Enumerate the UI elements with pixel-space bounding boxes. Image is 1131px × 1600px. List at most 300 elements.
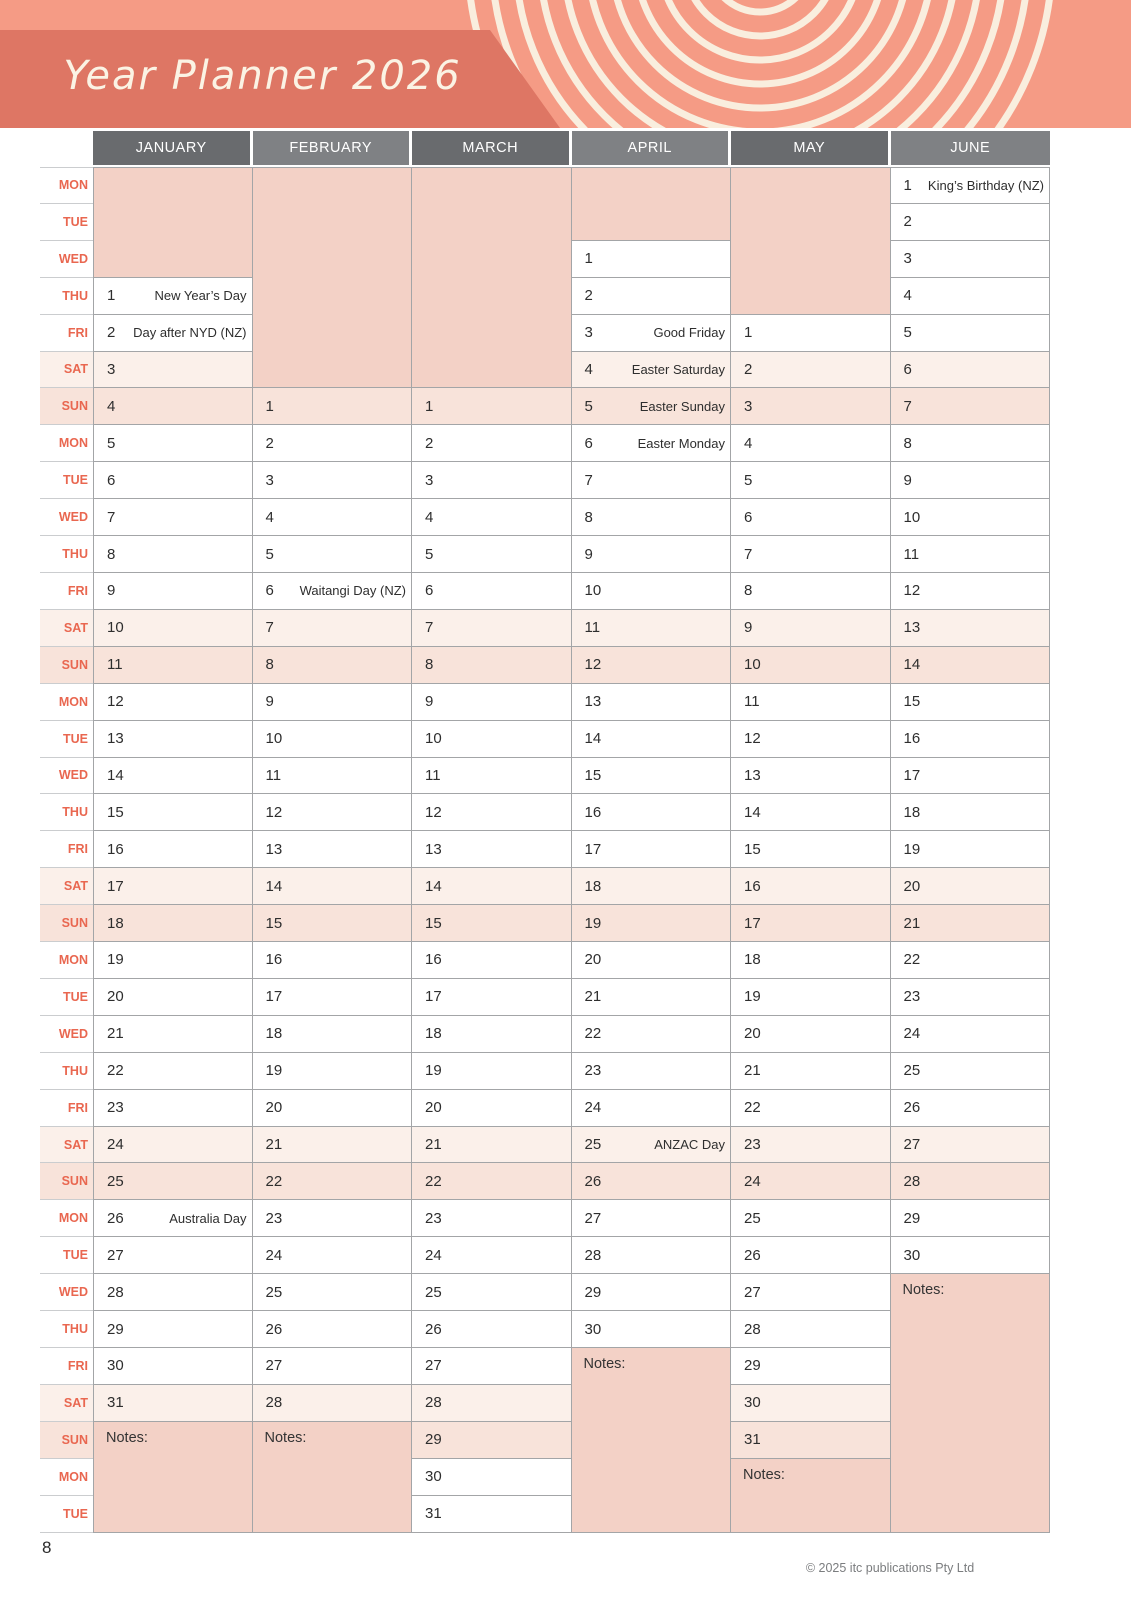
day-number: 8	[584, 508, 593, 526]
day-cell-june-15	[891, 684, 1051, 721]
day-label: FRI	[40, 573, 93, 610]
day-number: 20	[903, 877, 921, 895]
day-label: FRI	[40, 1348, 93, 1385]
day-cell-june-25	[891, 1053, 1051, 1090]
day-number: 29	[744, 1357, 761, 1375]
day-number: 16	[584, 803, 602, 821]
day-label: SUN	[40, 647, 93, 684]
day-cell-january-7	[93, 499, 253, 536]
day-number: 16	[107, 840, 124, 858]
day-cell-april-29	[572, 1274, 732, 1311]
day-number: 21	[107, 1025, 124, 1043]
day-number: 7	[744, 545, 753, 563]
day-cell-january-18	[93, 905, 253, 942]
day-label: WED	[40, 1016, 93, 1053]
holiday-label: Easter Monday	[637, 435, 725, 451]
empty-block-february	[253, 167, 413, 388]
day-cell-may-17	[731, 905, 891, 942]
day-label: WED	[40, 1274, 93, 1311]
day-cell-june-9	[891, 462, 1051, 499]
day-number: 2	[584, 287, 593, 305]
day-number: 24	[584, 1099, 602, 1117]
day-number: 12	[744, 730, 761, 748]
day-cell-january-13	[93, 721, 253, 758]
day-number: 23	[425, 1209, 442, 1227]
day-number: 5	[107, 434, 116, 452]
day-cell-june-24	[891, 1016, 1051, 1053]
day-cell-june-26	[891, 1090, 1051, 1127]
day-number: 22	[265, 1172, 283, 1190]
day-number: 24	[265, 1246, 283, 1264]
day-cell-may-27	[731, 1274, 891, 1311]
day-cell-may-9	[731, 610, 891, 647]
day-number: 6	[107, 471, 116, 489]
day-number: 15	[584, 766, 602, 784]
day-label: MON	[40, 167, 93, 204]
day-number: 12	[425, 803, 442, 821]
day-cell-may-23	[731, 1127, 891, 1164]
page-title: Year Planner 2026	[63, 53, 462, 99]
day-cell-may-26	[731, 1237, 891, 1274]
day-cell-june-11	[891, 536, 1051, 573]
day-cell-may-2	[731, 352, 891, 389]
day-cell-january-12	[93, 684, 253, 721]
day-number: 14	[744, 803, 761, 821]
day-cell-january-6	[93, 462, 253, 499]
day-cell-june-28	[891, 1163, 1051, 1200]
day-number: 7	[265, 619, 274, 637]
day-cell-february-26	[253, 1311, 413, 1348]
day-cell-march-1	[412, 388, 572, 425]
day-cell-january-31	[93, 1385, 253, 1422]
day-number: 18	[903, 803, 921, 821]
day-cell-march-17	[412, 979, 572, 1016]
day-number: 19	[425, 1062, 442, 1080]
day-cell-february-12	[253, 794, 413, 831]
day-number: 10	[744, 656, 761, 674]
day-cell-may-24	[731, 1163, 891, 1200]
day-cell-march-27	[412, 1348, 572, 1385]
day-cell-june-17	[891, 758, 1051, 795]
day-cell-march-9	[412, 684, 572, 721]
day-cell-june-19	[891, 831, 1051, 868]
day-label: MON	[40, 1459, 93, 1496]
day-number: 14	[107, 766, 124, 784]
day-cell-february-17	[253, 979, 413, 1016]
day-number: 5	[744, 471, 753, 489]
day-number: 25	[584, 1136, 602, 1154]
day-cell-january-2	[93, 315, 253, 352]
day-cell-march-18	[412, 1016, 572, 1053]
day-cell-may-16	[731, 868, 891, 905]
notes-block-january: Notes:	[93, 1422, 253, 1533]
day-label: TUE	[40, 204, 93, 241]
day-number: 23	[265, 1209, 283, 1227]
day-cell-april-23	[572, 1053, 732, 1090]
day-number: 5	[425, 545, 434, 563]
day-cell-april-25	[572, 1127, 732, 1164]
day-cell-may-6	[731, 499, 891, 536]
day-cell-may-3	[731, 388, 891, 425]
day-cell-february-5	[253, 536, 413, 573]
day-number: 22	[425, 1172, 442, 1190]
day-number: 27	[265, 1357, 283, 1375]
day-label: TUE	[40, 1496, 93, 1533]
day-cell-march-22	[412, 1163, 572, 1200]
day-label: WED	[40, 241, 93, 278]
day-cell-march-14	[412, 868, 572, 905]
day-number: 18	[584, 877, 602, 895]
day-cell-may-31	[731, 1422, 891, 1459]
day-cell-march-5	[412, 536, 572, 573]
day-number: 11	[584, 619, 601, 637]
day-label: SAT	[40, 610, 93, 647]
day-cell-june-30	[891, 1237, 1051, 1274]
day-number: 15	[265, 914, 283, 932]
day-cell-february-11	[253, 758, 413, 795]
day-number: 28	[425, 1394, 442, 1412]
day-cell-may-8	[731, 573, 891, 610]
day-number: 10	[425, 730, 442, 748]
day-number: 21	[425, 1136, 442, 1154]
day-cell-june-1	[891, 167, 1051, 204]
day-number: 28	[107, 1283, 124, 1301]
day-number: 18	[744, 951, 761, 969]
day-number: 25	[107, 1172, 124, 1190]
day-cell-june-23	[891, 979, 1051, 1016]
day-cell-january-8	[93, 536, 253, 573]
day-number: 13	[265, 840, 283, 858]
day-cell-march-13	[412, 831, 572, 868]
day-label: SUN	[40, 905, 93, 942]
day-label: TUE	[40, 1237, 93, 1274]
day-cell-february-23	[253, 1200, 413, 1237]
day-cell-april-9	[572, 536, 732, 573]
day-cell-april-20	[572, 942, 732, 979]
day-label: SAT	[40, 1385, 93, 1422]
day-cell-june-3	[891, 241, 1051, 278]
day-cell-january-21	[93, 1016, 253, 1053]
day-cell-january-24	[93, 1127, 253, 1164]
day-cell-february-16	[253, 942, 413, 979]
day-number: 25	[744, 1209, 761, 1227]
day-number: 11	[744, 693, 760, 711]
day-cell-may-1	[731, 315, 891, 352]
day-cell-january-15	[93, 794, 253, 831]
day-number: 1	[903, 176, 912, 194]
day-cell-january-1	[93, 278, 253, 315]
day-number: 3	[584, 324, 593, 342]
day-number: 29	[425, 1431, 442, 1449]
day-cell-june-29	[891, 1200, 1051, 1237]
day-cell-march-11	[412, 758, 572, 795]
day-number: 9	[425, 693, 434, 711]
day-number: 9	[903, 471, 912, 489]
day-cell-february-2	[253, 425, 413, 462]
day-number: 30	[425, 1468, 442, 1486]
day-cell-march-4	[412, 499, 572, 536]
day-cell-march-19	[412, 1053, 572, 1090]
day-number: 6	[903, 360, 912, 378]
day-number: 18	[265, 1025, 283, 1043]
day-cell-april-21	[572, 979, 732, 1016]
day-cell-april-10	[572, 573, 732, 610]
empty-block-january	[93, 167, 253, 278]
day-number: 21	[744, 1062, 761, 1080]
day-number: 21	[584, 988, 602, 1006]
day-number: 21	[903, 914, 921, 932]
day-cell-january-9	[93, 573, 253, 610]
day-cell-may-12	[731, 721, 891, 758]
day-cell-march-3	[412, 462, 572, 499]
day-cell-january-29	[93, 1311, 253, 1348]
day-cell-april-1	[572, 241, 732, 278]
day-number: 7	[425, 619, 434, 637]
day-number: 28	[265, 1394, 283, 1412]
day-number: 17	[107, 877, 124, 895]
day-number: 26	[425, 1320, 442, 1338]
notes-block-june: Notes:	[891, 1274, 1051, 1532]
day-cell-june-18	[891, 794, 1051, 831]
day-number: 4	[265, 508, 274, 526]
day-number: 16	[903, 730, 921, 748]
day-cell-february-14	[253, 868, 413, 905]
day-number: 13	[744, 766, 761, 784]
day-cell-march-6	[412, 573, 572, 610]
day-number: 2	[107, 324, 116, 342]
day-cell-may-20	[731, 1016, 891, 1053]
day-cell-june-6	[891, 352, 1051, 389]
day-number: 19	[584, 914, 602, 932]
day-number: 30	[107, 1357, 124, 1375]
day-cell-april-12	[572, 647, 732, 684]
day-cell-march-8	[412, 647, 572, 684]
day-cell-april-18	[572, 868, 732, 905]
empty-block-april	[572, 167, 732, 241]
day-number: 6	[744, 508, 753, 526]
day-cell-march-28	[412, 1385, 572, 1422]
day-cell-may-4	[731, 425, 891, 462]
day-number: 20	[744, 1025, 761, 1043]
day-cell-may-18	[731, 942, 891, 979]
day-cell-january-20	[93, 979, 253, 1016]
day-label: THU	[40, 278, 93, 315]
day-number: 30	[744, 1394, 761, 1412]
day-cell-february-6	[253, 573, 413, 610]
day-number: 28	[584, 1246, 602, 1264]
day-number: 8	[744, 582, 753, 600]
holiday-label: Easter Saturday	[631, 361, 725, 377]
day-label: TUE	[40, 721, 93, 758]
day-cell-june-27	[891, 1127, 1051, 1164]
month-header-february: FEBRUARY	[253, 131, 413, 167]
day-cell-may-11	[731, 684, 891, 721]
day-cell-may-21	[731, 1053, 891, 1090]
empty-block-march	[412, 167, 572, 388]
day-number: 4	[107, 397, 116, 415]
day-cell-may-30	[731, 1385, 891, 1422]
day-number: 25	[425, 1283, 442, 1301]
day-number: 4	[744, 434, 753, 452]
day-number: 3	[744, 397, 753, 415]
day-number: 24	[425, 1246, 442, 1264]
day-cell-january-17	[93, 868, 253, 905]
day-cell-may-10	[731, 647, 891, 684]
day-cell-february-20	[253, 1090, 413, 1127]
day-number: 15	[107, 803, 124, 821]
page-banner	[0, 0, 1131, 128]
day-number: 10	[107, 619, 124, 637]
day-number: 27	[744, 1283, 761, 1301]
day-number: 26	[265, 1320, 283, 1338]
day-cell-january-5	[93, 425, 253, 462]
day-number: 5	[903, 324, 912, 342]
day-cell-april-6	[572, 425, 732, 462]
day-number: 16	[425, 951, 442, 969]
day-cell-january-11	[93, 647, 253, 684]
day-cell-may-29	[731, 1348, 891, 1385]
day-number: 13	[107, 730, 124, 748]
day-number: 11	[265, 766, 282, 784]
day-number: 17	[425, 988, 442, 1006]
day-number: 9	[107, 582, 116, 600]
day-cell-february-1	[253, 388, 413, 425]
day-cell-may-28	[731, 1311, 891, 1348]
holiday-label: King’s Birthday (NZ)	[927, 177, 1044, 193]
day-number: 31	[425, 1505, 442, 1523]
day-label: FRI	[40, 315, 93, 352]
day-number: 12	[107, 693, 124, 711]
day-cell-april-2	[572, 278, 732, 315]
day-number: 2	[903, 213, 912, 231]
day-number: 1	[107, 287, 116, 305]
day-label: MON	[40, 425, 93, 462]
day-number: 20	[584, 951, 602, 969]
day-cell-january-26	[93, 1200, 253, 1237]
day-cell-february-3	[253, 462, 413, 499]
day-number: 9	[744, 619, 753, 637]
day-number: 30	[584, 1320, 602, 1338]
day-number: 2	[744, 360, 753, 378]
concentric-rings-decoration	[455, 0, 1131, 128]
day-number: 12	[265, 803, 283, 821]
day-number: 16	[744, 877, 761, 895]
day-number: 11	[425, 766, 441, 784]
day-cell-april-14	[572, 721, 732, 758]
month-header-january: JANUARY	[93, 131, 253, 167]
day-number: 20	[425, 1099, 442, 1117]
day-cell-january-10	[93, 610, 253, 647]
day-number: 31	[107, 1394, 124, 1412]
day-cell-february-18	[253, 1016, 413, 1053]
day-number: 3	[107, 360, 116, 378]
day-number: 1	[425, 397, 434, 415]
day-cell-may-19	[731, 979, 891, 1016]
day-number: 8	[265, 656, 274, 674]
day-number: 25	[265, 1283, 283, 1301]
day-cell-june-10	[891, 499, 1051, 536]
day-cell-june-16	[891, 721, 1051, 758]
day-number: 10	[584, 582, 602, 600]
day-cell-march-24	[412, 1237, 572, 1274]
day-cell-april-28	[572, 1237, 732, 1274]
day-cell-january-25	[93, 1163, 253, 1200]
day-number: 18	[107, 914, 124, 932]
day-number: 19	[903, 840, 921, 858]
day-number: 14	[584, 730, 602, 748]
day-number: 15	[744, 840, 761, 858]
day-cell-february-7	[253, 610, 413, 647]
day-number: 10	[903, 508, 921, 526]
day-cell-june-20	[891, 868, 1051, 905]
day-label: THU	[40, 1311, 93, 1348]
day-number: 24	[744, 1172, 761, 1190]
day-number: 23	[107, 1099, 124, 1117]
day-cell-april-24	[572, 1090, 732, 1127]
day-cell-march-25	[412, 1274, 572, 1311]
day-cell-march-23	[412, 1200, 572, 1237]
day-number: 9	[265, 693, 274, 711]
day-cell-march-30	[412, 1459, 572, 1496]
day-cell-june-8	[891, 425, 1051, 462]
holiday-label: Day after NYD (NZ)	[133, 325, 247, 341]
day-cell-april-4	[572, 352, 732, 389]
day-number: 26	[584, 1172, 602, 1190]
day-cell-may-25	[731, 1200, 891, 1237]
day-number: 27	[584, 1209, 602, 1227]
month-header-april: APRIL	[572, 131, 732, 167]
day-number: 1	[265, 397, 274, 415]
day-cell-january-28	[93, 1274, 253, 1311]
day-number: 27	[903, 1136, 921, 1154]
day-number: 30	[903, 1246, 921, 1264]
day-number: 19	[744, 988, 761, 1006]
day-cell-january-27	[93, 1237, 253, 1274]
day-cell-february-10	[253, 721, 413, 758]
day-cell-january-19	[93, 942, 253, 979]
day-number: 8	[107, 545, 116, 563]
day-cell-may-22	[731, 1090, 891, 1127]
day-cell-may-7	[731, 536, 891, 573]
holiday-label: Waitangi Day (NZ)	[299, 583, 406, 599]
day-cell-january-22	[93, 1053, 253, 1090]
day-cell-april-5	[572, 388, 732, 425]
notes-block-april: Notes:	[572, 1348, 732, 1533]
day-number: 11	[107, 656, 123, 674]
holiday-label: Easter Sunday	[639, 398, 725, 414]
day-cell-january-23	[93, 1090, 253, 1127]
day-number: 27	[425, 1357, 442, 1375]
day-cell-march-15	[412, 905, 572, 942]
day-cell-january-3	[93, 352, 253, 389]
day-number: 28	[903, 1172, 921, 1190]
day-number: 17	[903, 766, 921, 784]
day-number: 19	[265, 1062, 283, 1080]
day-cell-june-5	[891, 315, 1051, 352]
day-number: 7	[584, 471, 593, 489]
day-cell-march-20	[412, 1090, 572, 1127]
day-cell-april-13	[572, 684, 732, 721]
day-number: 24	[107, 1136, 124, 1154]
day-cell-april-19	[572, 905, 732, 942]
day-number: 16	[265, 951, 283, 969]
day-number: 23	[903, 988, 921, 1006]
month-header-may: MAY	[731, 131, 891, 167]
day-label: MON	[40, 684, 93, 721]
empty-block-may	[731, 167, 891, 315]
day-number: 26	[744, 1246, 761, 1264]
day-cell-march-16	[412, 942, 572, 979]
